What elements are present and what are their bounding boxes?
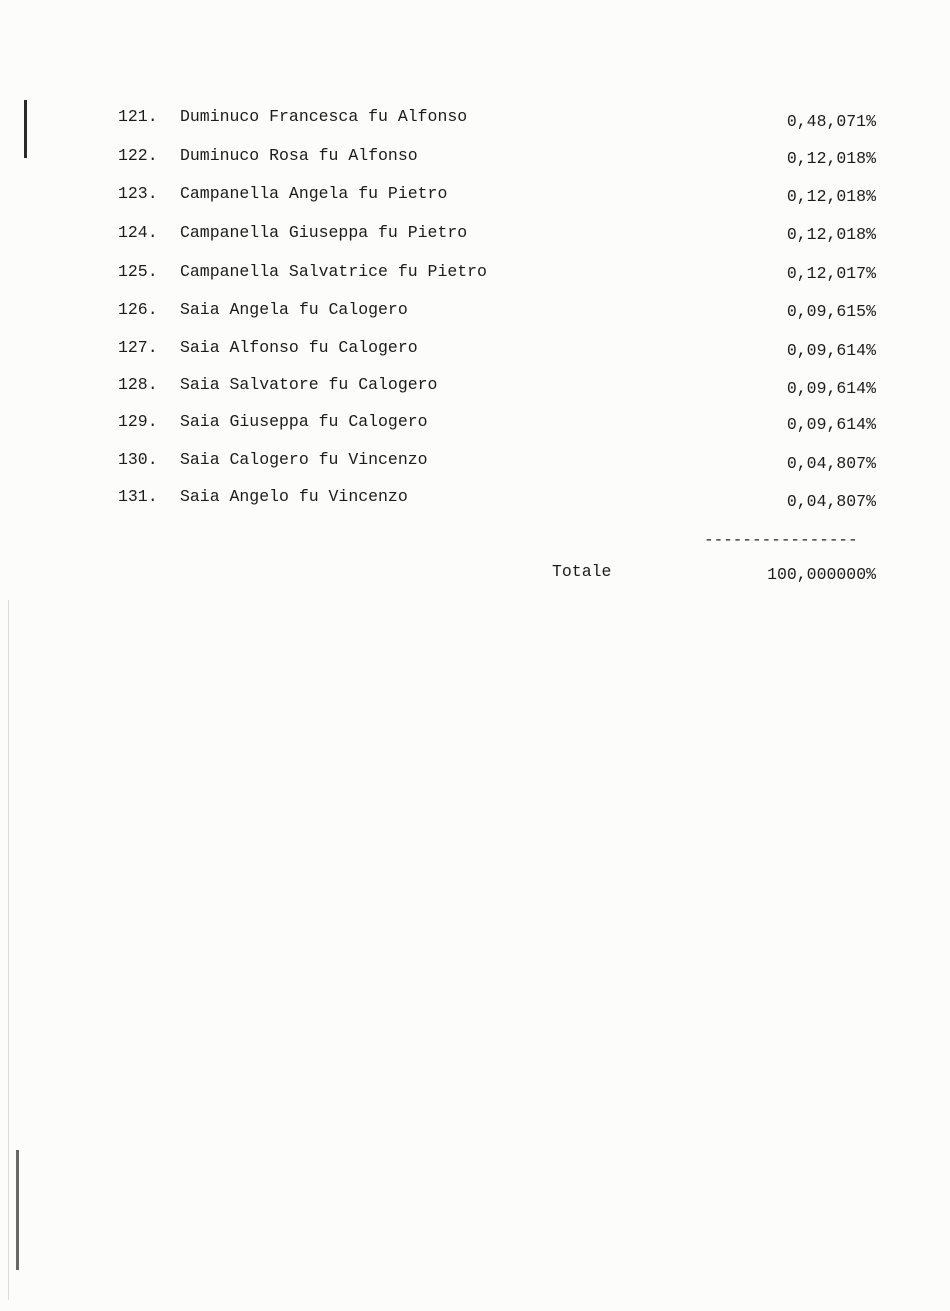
entry-share: 0,12,018%: [786, 187, 876, 206]
entry-name: Duminuco Rosa fu Alfonso: [180, 146, 418, 165]
entry-number: 122.: [118, 146, 158, 165]
entry-name: Saia Angela fu Calogero: [180, 300, 408, 319]
list-item: [0, 105, 950, 129]
list-item: [0, 260, 950, 284]
list-item: [0, 336, 950, 360]
entry-share: 0,09,614%: [786, 341, 876, 360]
entry-share: 0,09,614%: [786, 415, 876, 434]
list-item: [0, 144, 950, 168]
entry-share: 0,12,018%: [786, 149, 876, 168]
entry-number: 123.: [118, 184, 158, 203]
entry-name: Saia Salvatore fu Calogero: [180, 375, 438, 394]
entry-name: Campanella Angela fu Pietro: [180, 184, 448, 203]
entry-name: Saia Angelo fu Vincenzo: [180, 487, 408, 506]
list-item: [0, 373, 950, 397]
entry-name: Campanella Giuseppa fu Pietro: [180, 223, 468, 242]
list-item: [0, 182, 950, 206]
entry-name: Saia Calogero fu Vincenzo: [180, 450, 428, 469]
entry-share: 0,12,017%: [786, 264, 876, 283]
list-item: [0, 221, 950, 245]
entry-name: Duminuco Francesca fu Alfonso: [180, 107, 468, 126]
list-item: [0, 298, 950, 322]
entry-name: Campanella Salvatrice fu Pietro: [180, 262, 487, 281]
entry-name: Saia Giuseppa fu Calogero: [180, 412, 428, 431]
list-item: [0, 485, 950, 509]
entry-share: 0,12,018%: [786, 225, 876, 244]
entry-number: 128.: [118, 375, 158, 394]
entry-share: 0,04,807%: [786, 492, 876, 511]
entry-share: 0,48,071%: [786, 112, 876, 131]
entry-number: 125.: [118, 262, 158, 281]
entry-name: Saia Alfonso fu Calogero: [180, 338, 418, 357]
entry-number: 124.: [118, 223, 158, 242]
list-item: [0, 448, 950, 472]
entry-share: 0,04,807%: [786, 454, 876, 473]
scan-edge-mark: [8, 600, 9, 1300]
total-label: Totale: [552, 562, 612, 581]
entry-number: 126.: [118, 300, 158, 319]
list-item: [0, 410, 950, 434]
entry-number: 121.: [118, 107, 158, 126]
entry-number: 129.: [118, 412, 158, 431]
scan-edge-mark: [16, 1150, 19, 1270]
entry-share: 0,09,615%: [786, 302, 876, 321]
entry-share: 0,09,614%: [786, 379, 876, 398]
entry-number: 127.: [118, 338, 158, 357]
entry-number: 131.: [118, 487, 158, 506]
total-value: 100,000000%: [767, 565, 876, 584]
total-separator-line: ----------------: [704, 531, 858, 549]
entry-number: 130.: [118, 450, 158, 469]
